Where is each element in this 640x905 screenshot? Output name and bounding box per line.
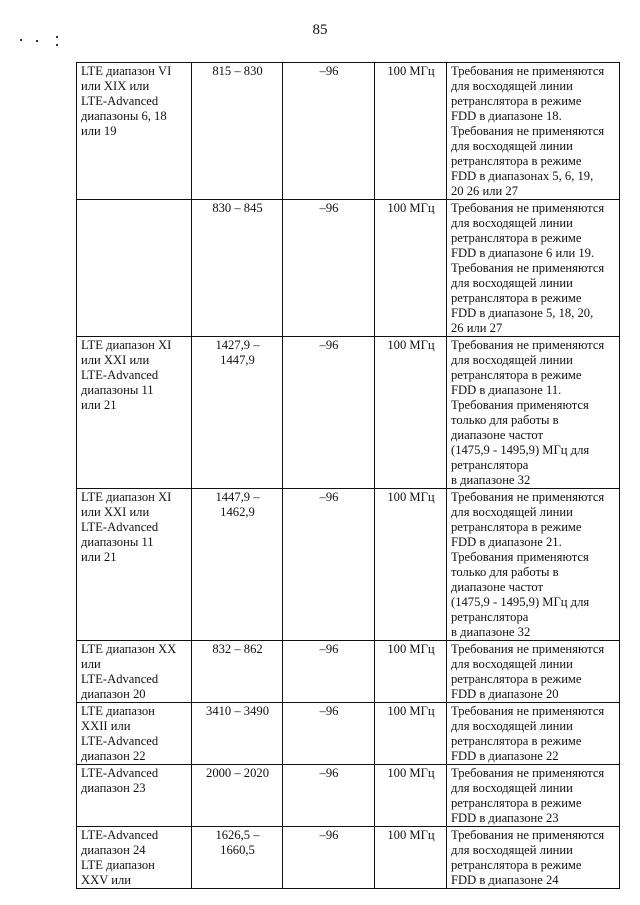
level-cell: –96 bbox=[283, 337, 375, 489]
bandwidth-cell: 100 МГц bbox=[375, 765, 447, 827]
bandwidth-cell: 100 МГц bbox=[375, 641, 447, 703]
note-cell: Требования не применяются для восходящей линии ретранслятора в режиме FDD в диапазоне 6 или 19. Требования не применяются для восходящей линии ретранслятора в режиме FDD в диапазоне 5, 18, 20, 26 или 27 bbox=[447, 200, 620, 337]
band-cell: LTE диапазон VI или XIX или LTE-Advanced диапазоны 6, 18 или 19 bbox=[77, 63, 192, 200]
note-cell: Требования не применяются для восходящей линии ретранслятора в режиме FDD в диапазоне 21. Требования применяются только для работы в диапазоне частот (1475,9 - 1495,9) МГц для ретранслятора в диапазоне 32 bbox=[447, 489, 620, 641]
level-cell: –96 bbox=[283, 63, 375, 200]
bandwidth-cell: 100 МГц bbox=[375, 337, 447, 489]
band-cell: LTE диапазон XI или XXI или LTE-Advanced диапазоны 11 или 21 bbox=[77, 489, 192, 641]
band-cell: LTE диапазон XX или LTE-Advanced диапазон 20 bbox=[77, 641, 192, 703]
frequency-cell: 830 – 845 bbox=[192, 200, 283, 337]
note-cell: Требования не применяются для восходящей линии ретранслятора в режиме FDD в диапазоне 11. Требования применяются только для работы в диапазоне частот (1475,9 - 1495,9) МГц для ретранслятора в диапазоне 32 bbox=[447, 337, 620, 489]
scan-marks bbox=[20, 36, 70, 48]
frequency-cell: 1427,9 – 1447,9 bbox=[192, 337, 283, 489]
bandwidth-cell: 100 МГц bbox=[375, 200, 447, 337]
level-cell: –96 bbox=[283, 641, 375, 703]
band-cell: LTE диапазон XI или XXI или LTE-Advanced диапазоны 11 или 21 bbox=[77, 337, 192, 489]
note-cell: Требования не применяются для восходящей линии ретранслятора в режиме FDD в диапазоне 22 bbox=[447, 703, 620, 765]
level-cell: –96 bbox=[283, 765, 375, 827]
table-row bbox=[77, 200, 620, 337]
note-cell: Требования не применяются для восходящей линии ретранслятора в режиме FDD в диапазоне 23 bbox=[447, 765, 620, 827]
table-row bbox=[77, 489, 620, 641]
frequency-cell: 1447,9 – 1462,9 bbox=[192, 489, 283, 641]
note-cell: Требования не применяются для восходящей линии ретранслятора в режиме FDD в диапазоне 18. Требования не применяются для восходящей линии ретранслятора в режиме FDD в диапазонах 5, 6, 19, 20 26 или 27 bbox=[447, 63, 620, 200]
table-row bbox=[77, 703, 620, 765]
page-number: 85 bbox=[312, 22, 328, 38]
frequency-cell: 2000 – 2020 bbox=[192, 765, 283, 827]
band-cell: LTE диапазон XXII или LTE-Advanced диапазон 22 bbox=[77, 703, 192, 765]
level-cell: –96 bbox=[283, 703, 375, 765]
frequency-cell: 3410 – 3490 bbox=[192, 703, 283, 765]
bandwidth-cell: 100 МГц bbox=[375, 63, 447, 200]
frequency-cell: 815 – 830 bbox=[192, 63, 283, 200]
frequency-cell: 1626,5 – 1660,5 bbox=[192, 827, 283, 889]
band-cell: LTE-Advanced диапазон 23 bbox=[77, 765, 192, 827]
table-row bbox=[77, 827, 620, 889]
note-cell: Требования не применяются для восходящей линии ретранслятора в режиме FDD в диапазоне 24 bbox=[447, 827, 620, 889]
level-cell: –96 bbox=[283, 827, 375, 889]
table-row bbox=[77, 337, 620, 489]
table-row bbox=[77, 63, 620, 200]
bandwidth-cell: 100 МГц bbox=[375, 489, 447, 641]
bandwidth-cell: 100 МГц bbox=[375, 703, 447, 765]
band-cell bbox=[77, 200, 192, 337]
table-row bbox=[77, 641, 620, 703]
note-cell: Требования не применяются для восходящей линии ретранслятора в режиме FDD в диапазоне 20 bbox=[447, 641, 620, 703]
band-cell: LTE-Advanced диапазон 24 LTE диапазон XXV или bbox=[77, 827, 192, 889]
level-cell: –96 bbox=[283, 200, 375, 337]
table-row bbox=[77, 765, 620, 827]
spurious-emission-table bbox=[76, 62, 620, 889]
frequency-cell: 832 – 862 bbox=[192, 641, 283, 703]
bandwidth-cell: 100 МГц bbox=[375, 827, 447, 889]
level-cell: –96 bbox=[283, 489, 375, 641]
